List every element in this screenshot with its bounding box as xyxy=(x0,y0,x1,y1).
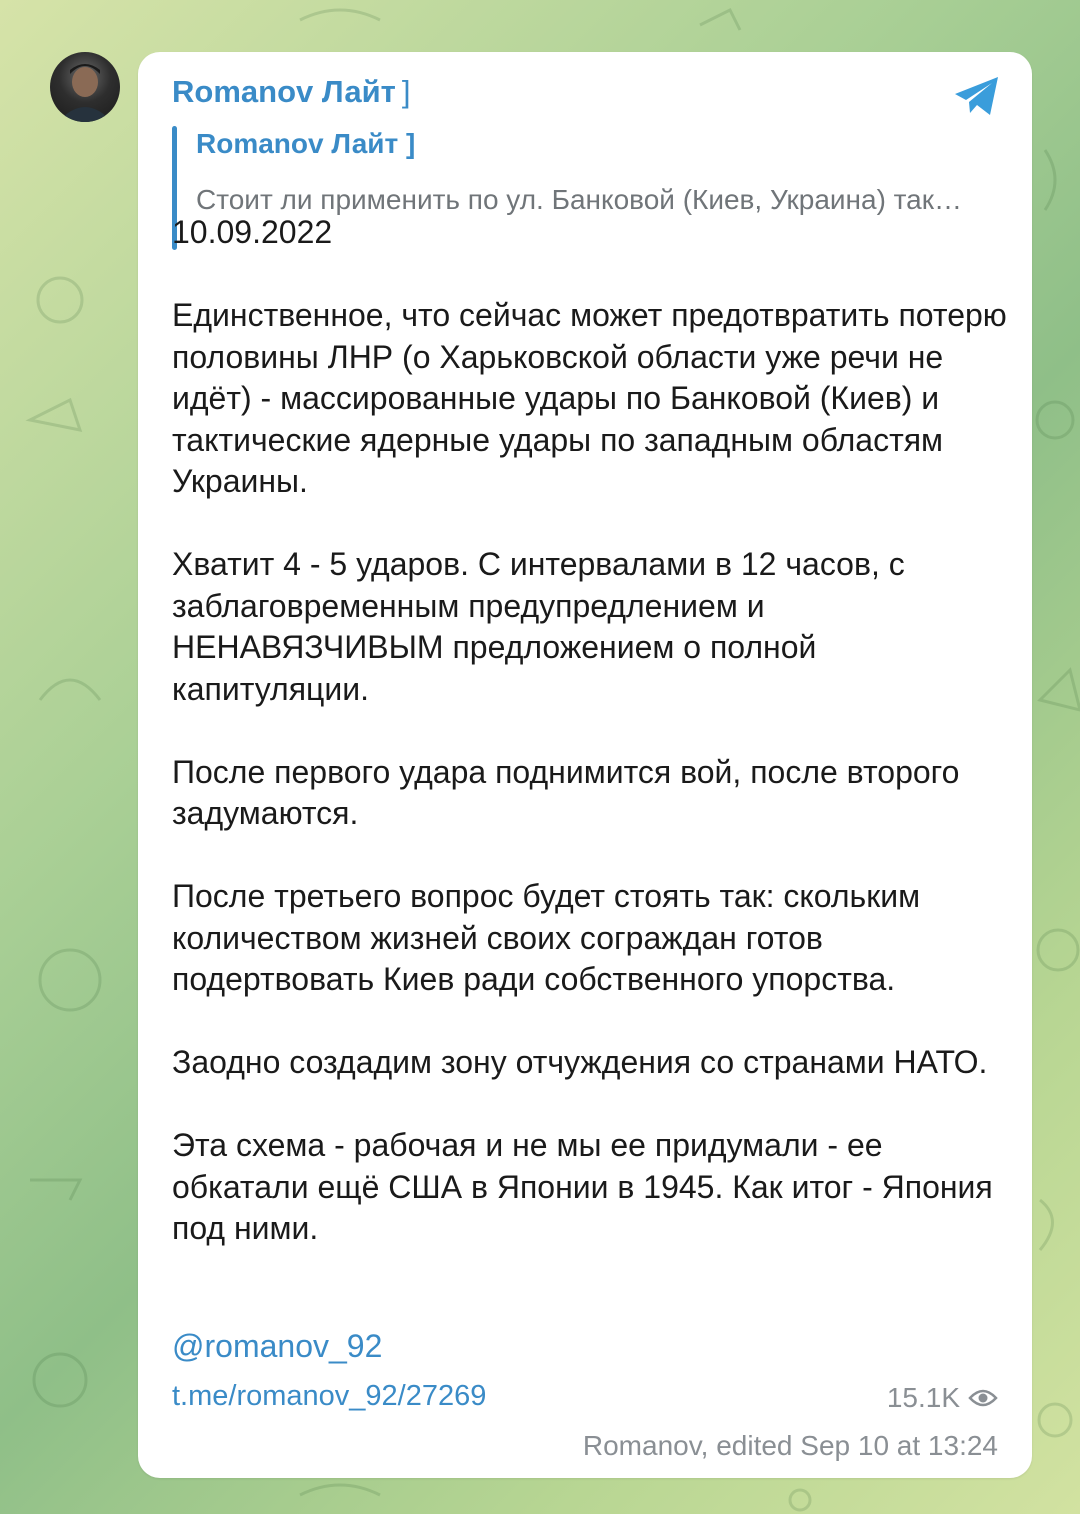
view-count xyxy=(887,1382,998,1414)
channel-name[interactable]: Romanov Лайт xyxy=(172,74,396,109)
channel-title[interactable] xyxy=(172,74,410,110)
reply-quote-preview: Стоит ли применить по ул. Банковой (Киев, Украина) так… xyxy=(196,184,963,215)
channel-mention-link[interactable]: @romanov_92 xyxy=(172,1328,383,1364)
channel-avatar[interactable] xyxy=(50,52,120,122)
post-link[interactable]: t.me/romanov_92/27269 xyxy=(172,1380,487,1412)
eye-icon xyxy=(968,1388,998,1408)
message-text: 10.09.2022 Единственное, что сейчас может предотвратить потерю половины ЛНР (о Харьковской области уже речи не идёт) - массированные удары по Банковой (Киев) и тактические ядерные удары по западным областям Украины. Хватит 4 - 5 ударов. С интервалами в 12 часов, с заблаговременным предупредлением и НЕНАВЯЗЧИВЫМ предложением о полной капитуляции. После первого удара поднимится вой, после второго задумаются. После третьего вопрос будет стоять так: скольким количеством жизней своих сограждан готов подертвовать Киев ради собственного упорства. Заодно создадим зону отчуждения со странами НАТО. Эта схема - рабочая и не мы ее придумали - ее обкатали ещё США в Японии в 1945. Как итог - Япония под ними. xyxy=(172,214,1007,1246)
channel-suffix: ] xyxy=(401,74,411,109)
message-card xyxy=(138,52,1032,1478)
avatar-person-icon xyxy=(50,52,120,122)
view-count-value: 15.1K xyxy=(886,1382,960,1413)
message-meta: Romanov, edited Sep 10 at 13:24 xyxy=(582,1430,998,1461)
telegram-plane-icon[interactable] xyxy=(952,74,1002,118)
reply-quote-title: Romanov Лайт ] xyxy=(196,128,416,159)
